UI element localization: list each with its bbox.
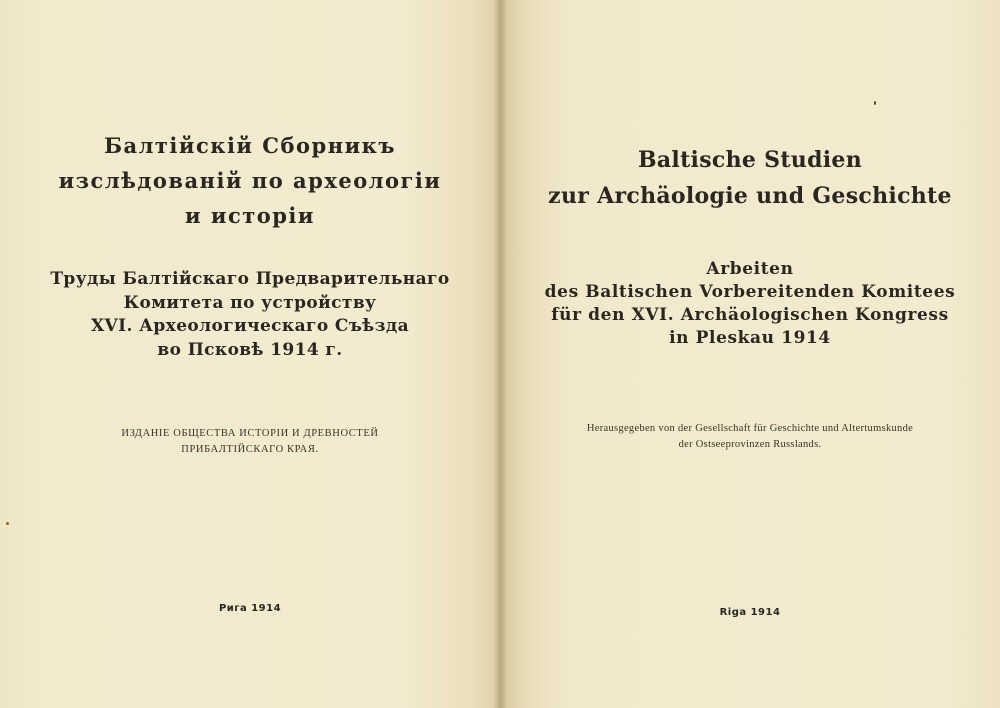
left-title-line-1: Балтійскій Сборникъ: [104, 133, 396, 158]
right-subtitle-line-3: für den XVI. Archäologischen Kongress: [551, 305, 949, 325]
right-imprint: Riga 1914: [719, 607, 781, 618]
left-publisher: [0, 426, 500, 458]
right-title-line-1: Baltische Studien: [637, 147, 863, 173]
paper-speck: [874, 101, 876, 105]
left-title-line-2: изслѣдованій по археологіи: [58, 168, 442, 193]
left-publisher-line-1: ИЗДАНІЕ ОБЩЕСТВА ИСТОРІИ И ДРЕВНОСТЕЙ: [121, 428, 379, 439]
left-title: [0, 128, 500, 233]
right-publisher-line-2: der Ostseeprovinzen Russlands.: [678, 439, 822, 450]
book-gutter: [493, 0, 507, 708]
right-title-line-2: zur Archäologie und Geschichte: [548, 183, 952, 209]
right-publisher: [500, 421, 1000, 453]
left-subtitle-line-3: XVI. Археологическаго Съѣзда: [90, 316, 410, 336]
left-subtitle-line-2: Комитета по устройству: [123, 292, 377, 313]
right-subtitle-line-2: des Baltischen Vorbereitenden Komitees: [544, 282, 956, 302]
right-subtitle: [500, 258, 1000, 350]
right-subtitle-line-4: in Pleskau 1914: [669, 328, 831, 348]
right-publisher-line-1: Herausgegeben von der Gesellschaft für Geschichte und Altertumskunde: [586, 423, 914, 434]
left-subtitle: [0, 268, 500, 362]
left-title-line-3: и исторіи: [184, 203, 315, 228]
left-imprint: Рига 1914: [218, 603, 282, 614]
left-subtitle-line-1: Труды Балтійскаго Предварительнаго: [50, 269, 450, 289]
left-subtitle-line-4: во Псковѣ 1914 г.: [157, 339, 343, 360]
right-subtitle-line-1: Arbeiten: [706, 259, 794, 279]
right-page: [500, 0, 1000, 708]
right-title: [500, 142, 1000, 214]
left-publisher-line-2: ПРИБАЛТІЙСКАГО КРАЯ.: [181, 444, 319, 455]
paper-speck: [6, 522, 9, 525]
